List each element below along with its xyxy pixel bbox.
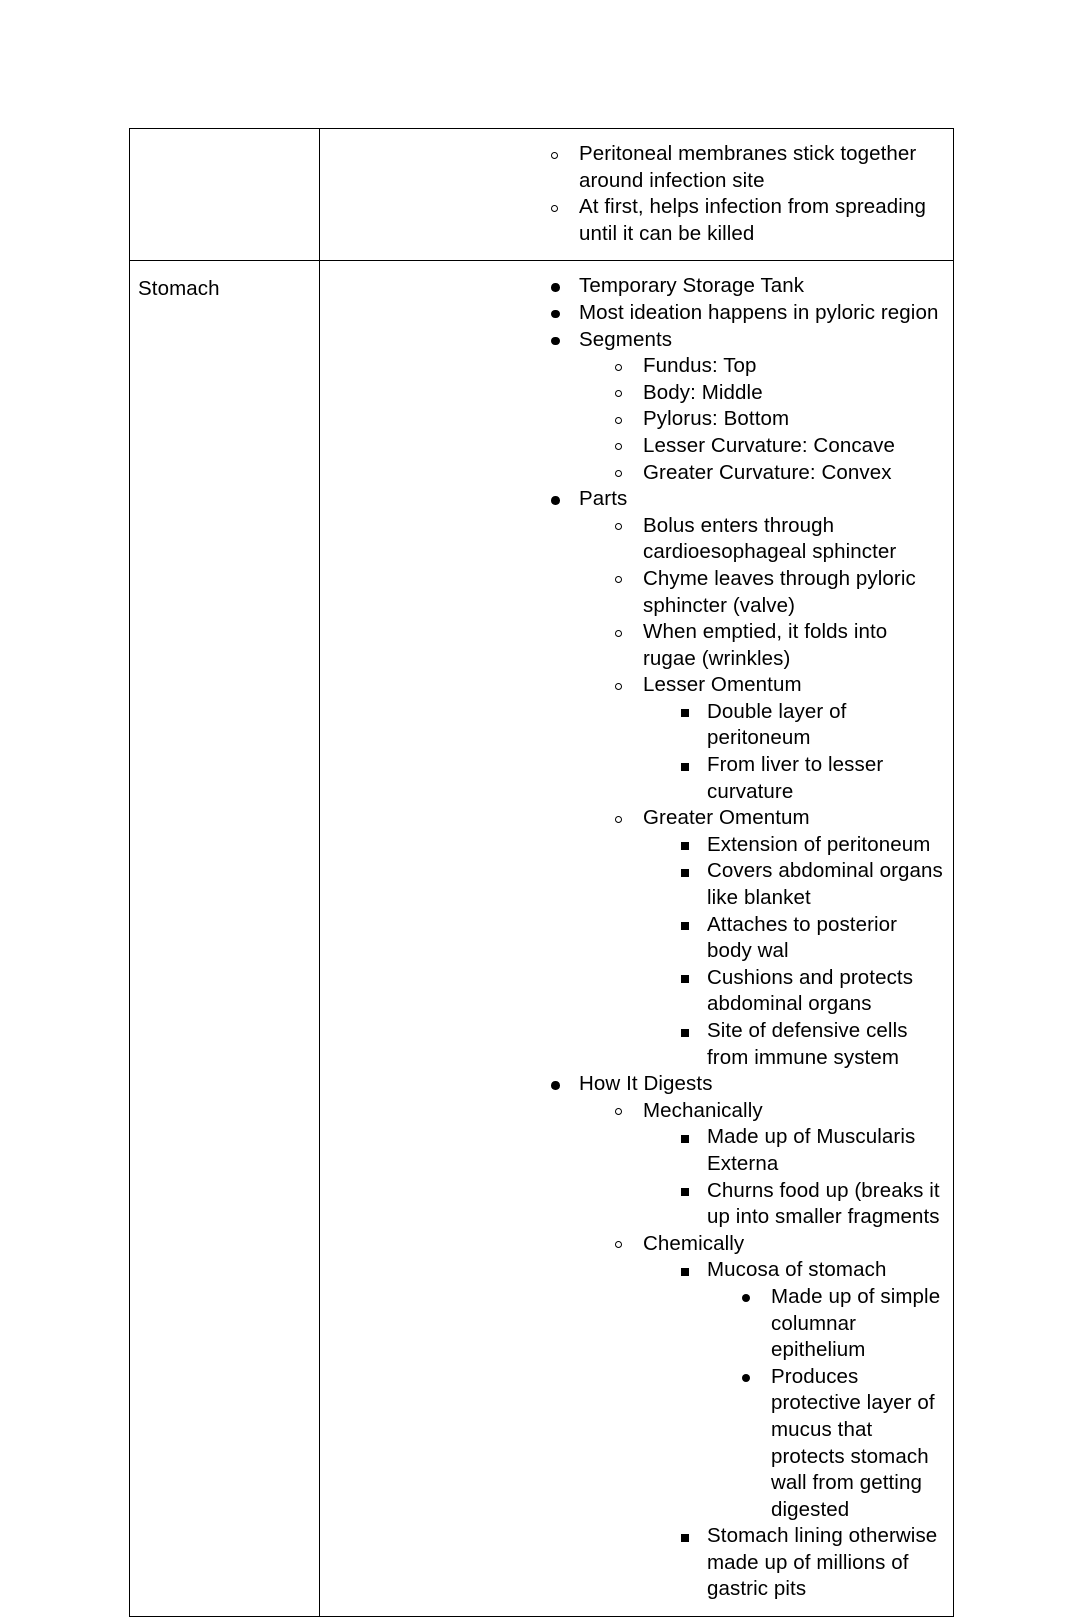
table-body — [130, 129, 954, 1617]
filled-square-bullet-icon — [681, 869, 689, 877]
filled-disc-small-bullet-icon — [742, 1374, 750, 1382]
list-item-text: Peritoneal membranes stick together around infection site — [579, 142, 917, 192]
list-item — [579, 353, 943, 380]
list-item — [320, 300, 943, 327]
list-item — [643, 858, 943, 911]
list-item-text: Extension of peritoneum — [707, 832, 931, 856]
filled-square-bullet-icon — [681, 1268, 689, 1276]
list-item — [579, 1231, 943, 1603]
list-item — [643, 1257, 943, 1523]
hollow-circle-bullet-icon — [551, 152, 558, 159]
list-item — [579, 619, 943, 672]
list-item-text: Mucosa of stomach — [707, 1258, 887, 1282]
list-item — [579, 460, 943, 487]
term-label: Stomach — [138, 277, 220, 301]
details-content — [320, 129, 953, 260]
bullet-list-level-2 — [579, 1098, 943, 1603]
term-label — [130, 129, 319, 153]
list-item — [579, 566, 943, 619]
filled-square-bullet-icon — [681, 763, 689, 771]
hollow-circle-bullet-icon — [615, 417, 622, 424]
list-item-text: Made up of Muscularis Externa — [707, 1125, 916, 1175]
list-item-text: How It Digests — [579, 1072, 713, 1096]
list-item — [643, 1124, 943, 1177]
term-cell — [130, 129, 320, 261]
list-item-text: Bolus enters through cardioesophageal sphincter — [643, 513, 897, 564]
list-item-text: Stomach lining otherwise made up of millions of gastric pits — [707, 1524, 938, 1601]
list-item-text: Greater Curvature: Convex — [643, 460, 892, 484]
hollow-circle-bullet-icon — [615, 443, 622, 450]
list-item-text: Site of defensive cells from immune system — [707, 1019, 908, 1069]
notes-table — [129, 128, 954, 1617]
list-item-text: Mechanically — [643, 1098, 763, 1122]
bullet-list-level-3 — [643, 1257, 943, 1603]
table-row — [130, 129, 954, 261]
list-item — [579, 672, 943, 805]
details-cell — [320, 261, 954, 1617]
list-item-text: Churns food up (breaks it up into smaller fragments — [707, 1178, 940, 1229]
list-item — [643, 752, 943, 805]
bullet-list-level-1 — [320, 273, 943, 1603]
filled-square-bullet-icon — [681, 1188, 689, 1196]
list-item — [579, 513, 943, 566]
filled-square-bullet-icon — [681, 709, 689, 717]
filled-disc-bullet-icon — [551, 310, 560, 319]
list-item-text: Chemically — [643, 1231, 745, 1255]
list-item — [707, 1364, 943, 1524]
hollow-circle-bullet-icon — [615, 470, 622, 477]
hollow-circle-bullet-icon — [615, 630, 622, 637]
hollow-circle-bullet-icon — [615, 523, 622, 530]
list-item-text: Segments — [579, 327, 673, 351]
filled-square-bullet-icon — [681, 1029, 689, 1037]
list-item-text: Double layer of peritoneum — [707, 699, 847, 750]
list-item — [320, 273, 943, 300]
list-item-text: When emptied, it folds into rugae (wrinkles) — [643, 620, 888, 670]
list-item-text: From liver to lesser curvature — [707, 753, 884, 803]
list-item — [579, 406, 943, 433]
bullet-list-level-4 — [707, 1284, 943, 1523]
list-item — [320, 194, 943, 247]
list-item-text: Body: Middle — [643, 380, 763, 404]
list-item-text: Most ideation happens in pyloric region — [579, 300, 939, 324]
list-item-text: Fundus: Top — [643, 354, 757, 378]
bullet-list-level-3 — [643, 699, 943, 805]
hollow-circle-bullet-icon — [615, 816, 622, 823]
list-item-text: Covers abdominal organs like blanket — [707, 859, 943, 910]
list-item — [643, 1523, 943, 1603]
hollow-circle-bullet-icon — [615, 364, 622, 371]
list-item — [579, 380, 943, 407]
filled-disc-bullet-icon — [551, 337, 560, 346]
list-item — [707, 1284, 943, 1364]
filled-square-bullet-icon — [681, 842, 689, 850]
filled-disc-bullet-icon — [551, 496, 560, 505]
filled-disc-small-bullet-icon — [742, 1294, 750, 1302]
filled-square-bullet-icon — [681, 1534, 689, 1542]
bullet-list-level-1 — [320, 141, 943, 247]
filled-square-bullet-icon — [681, 975, 689, 983]
list-item-text: Cushions and protects abdominal organs — [707, 965, 914, 1016]
list-item — [643, 832, 943, 859]
hollow-circle-bullet-icon — [615, 1241, 622, 1248]
list-item — [320, 327, 943, 487]
list-item-text: Lesser Curvature: Concave — [643, 433, 896, 457]
list-item — [643, 912, 943, 965]
list-item — [320, 1071, 943, 1603]
list-item — [320, 141, 943, 194]
table-row — [130, 261, 954, 1617]
details-cell — [320, 129, 954, 261]
list-item-text: Temporary Storage Tank — [579, 274, 805, 298]
list-item — [643, 1018, 943, 1071]
list-item — [320, 486, 943, 1071]
term-cell — [130, 261, 320, 1617]
list-item — [579, 433, 943, 460]
hollow-circle-bullet-icon — [551, 205, 558, 212]
list-item-text: Produces protective layer of mucus that protects stomach wall from getting digested — [771, 1364, 935, 1521]
list-item — [579, 1098, 943, 1231]
list-item-text: Parts — [579, 487, 628, 511]
hollow-circle-bullet-icon — [615, 576, 622, 583]
filled-square-bullet-icon — [681, 922, 689, 930]
list-item-text: At first, helps infection from spreading until it can be killed — [579, 195, 926, 245]
list-item-text: Pylorus: Bottom — [643, 407, 790, 431]
list-item — [643, 965, 943, 1018]
bullet-list-level-3 — [643, 1124, 943, 1230]
filled-disc-bullet-icon — [551, 1081, 560, 1090]
hollow-circle-bullet-icon — [615, 1108, 622, 1115]
bullet-list-level-3 — [643, 832, 943, 1071]
list-item-text: Chyme leaves through pyloric sphincter (valve) — [643, 566, 916, 617]
list-item — [643, 699, 943, 752]
hollow-circle-bullet-icon — [615, 683, 622, 690]
filled-disc-bullet-icon — [551, 283, 560, 292]
list-item-text: Greater Omentum — [643, 806, 810, 830]
filled-square-bullet-icon — [681, 1135, 689, 1143]
list-item-text: Lesser Omentum — [643, 673, 802, 697]
bullet-list-level-2 — [579, 353, 943, 486]
list-item-text: Attaches to posterior body wal — [707, 912, 898, 963]
details-content — [320, 261, 953, 1616]
hollow-circle-bullet-icon — [615, 390, 622, 397]
bullet-list-level-2 — [579, 513, 943, 1071]
list-item — [579, 805, 943, 1071]
list-item-text: Made up of simple columnar epithelium — [771, 1284, 941, 1362]
list-item — [643, 1178, 943, 1231]
